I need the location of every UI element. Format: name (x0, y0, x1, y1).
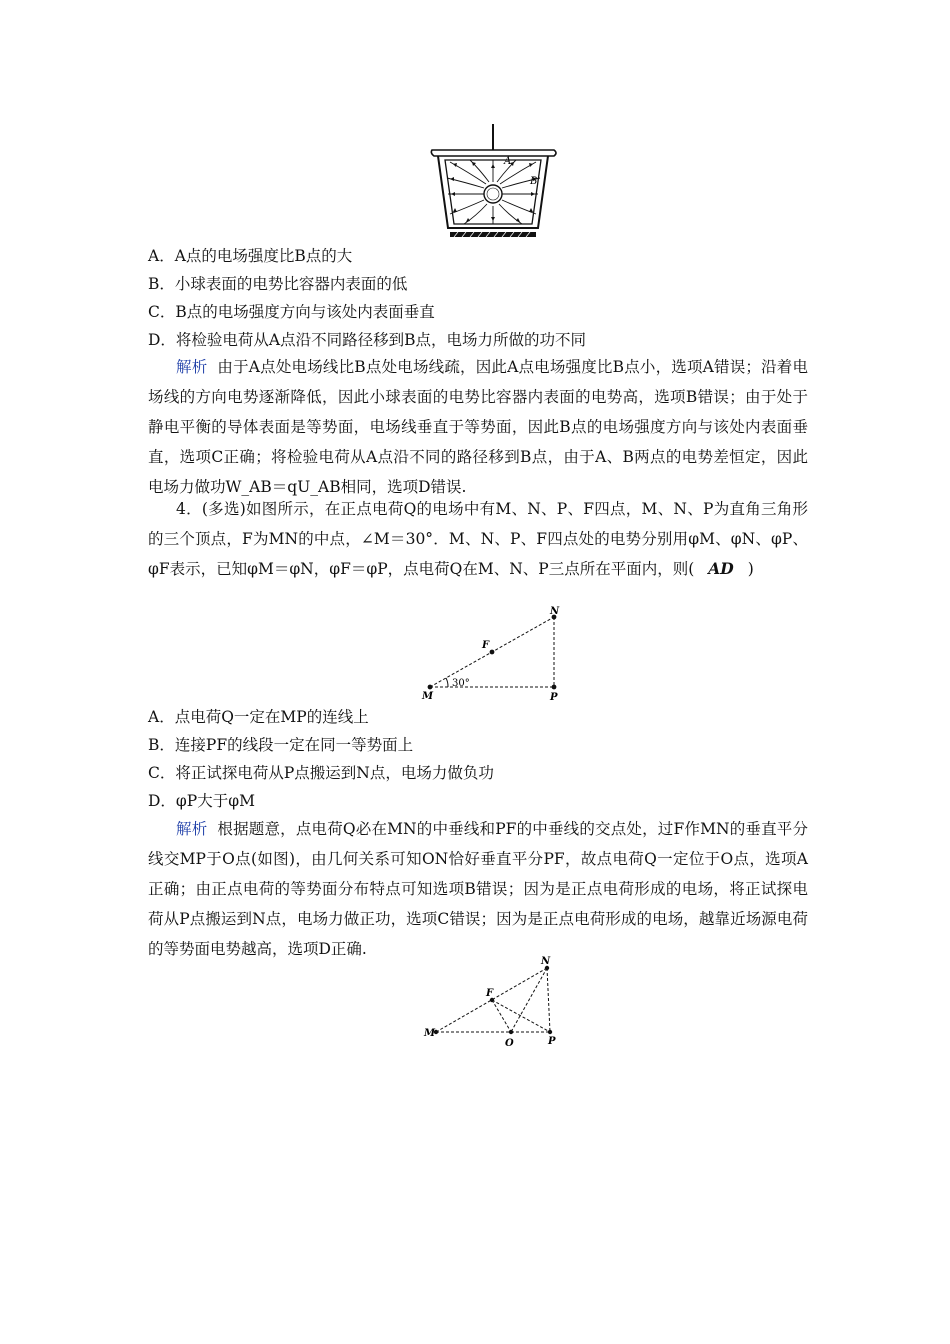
q4-option-b: B．连接PF的线段一定在同一等势面上 (148, 736, 414, 754)
fig2-label-n: N (541, 956, 551, 967)
q4-stem-text: 4．(多选)如图所示，在正点电荷Q的电场中有M、N、P、F四点，M、N、P为直角三角形的三个顶点，F为MN的中点，∠M＝30°．M、N、P、F四点处的电势分别用φM、φN、φP、φF表示，已知φM＝φN，φF＝φP，点电荷Q在M、N、P三点所在平面内，则( (148, 500, 808, 578)
q4-analysis-tag: 解析 (176, 820, 208, 838)
fig2-label-o: O (505, 1038, 514, 1049)
q3-option-d: D．将检验电荷从A点沿不同路径移到B点，电场力所做的功不同 (148, 331, 587, 349)
q4-analysis (148, 814, 808, 964)
q4-stem (148, 494, 808, 584)
fig1-label-p: P (550, 692, 558, 703)
q4-option-a: A．点电荷Q一定在MP的连线上 (148, 708, 369, 726)
q3-analysis-text: 由于A点处电场线比B点处电场线疏，因此A点电场强度比B点小，选项A错误；沿着电场线的方向电势逐渐降低，因此小球表面的电势比容器内表面的电势高，选项B错误；由于处于静电平衡的导体表面是等势面，电场线垂直于等势面，因此B点的电场强度方向与该处内表面垂直，选项C正确；将检验电荷从A点沿不同的路径移到B点，由于A、B两点的电势差恒定，因此电场力做功W_AB＝qU_AB相同，选项D错误. (148, 358, 808, 496)
fig1-label-n: N (550, 606, 560, 617)
q4-stem-close: ) (747, 560, 754, 578)
q3-option-b: B．小球表面的电势比容器内表面的低 (148, 275, 408, 293)
fig1-label-f: F (482, 640, 490, 651)
label-a: A (504, 156, 512, 167)
fig2-label-m: M (424, 1028, 436, 1039)
q4-option-c: C．将正试探电荷从P点搬运到N点，电场力做负功 (148, 764, 494, 782)
q3-option-a: A．A点的电场强度比B点的大 (148, 247, 353, 265)
fig2-label-p: P (548, 1036, 556, 1047)
q3-analysis-tag: 解析 (176, 358, 208, 376)
q3-option-c: C．B点的电场强度方向与该处内表面垂直 (148, 303, 435, 321)
fig1-label-m: M (422, 691, 434, 702)
label-b: B (530, 176, 538, 187)
triangle-figure (418, 603, 568, 703)
q3-analysis (148, 352, 808, 502)
fig1-angle: 30° (452, 678, 470, 689)
q4-analysis-text: 根据题意，点电荷Q必在MN的中垂线和PF的中垂线的交点处，过F作MN的垂直平分线交MP于O点(如图)，由几何关系可知ON恰好垂直平分PF，故点电荷Q一定位于O点，选项A正确；由正点电荷的等势面分布特点可知选项B错误；因为是正点电荷形成的电场，将正试探电荷从P点搬运到N点，电场力做正功，选项C错误；因为是正点电荷形成的电场，越靠近场源电荷的等势面电势越高，选项D正确. (148, 820, 808, 958)
container-field-figure (420, 120, 570, 242)
fig2-label-f: F (486, 988, 494, 999)
triangle-o-figure (420, 950, 570, 1050)
q4-option-d: D．φP大于φM (148, 792, 255, 810)
q4-answer: AD (708, 559, 734, 578)
